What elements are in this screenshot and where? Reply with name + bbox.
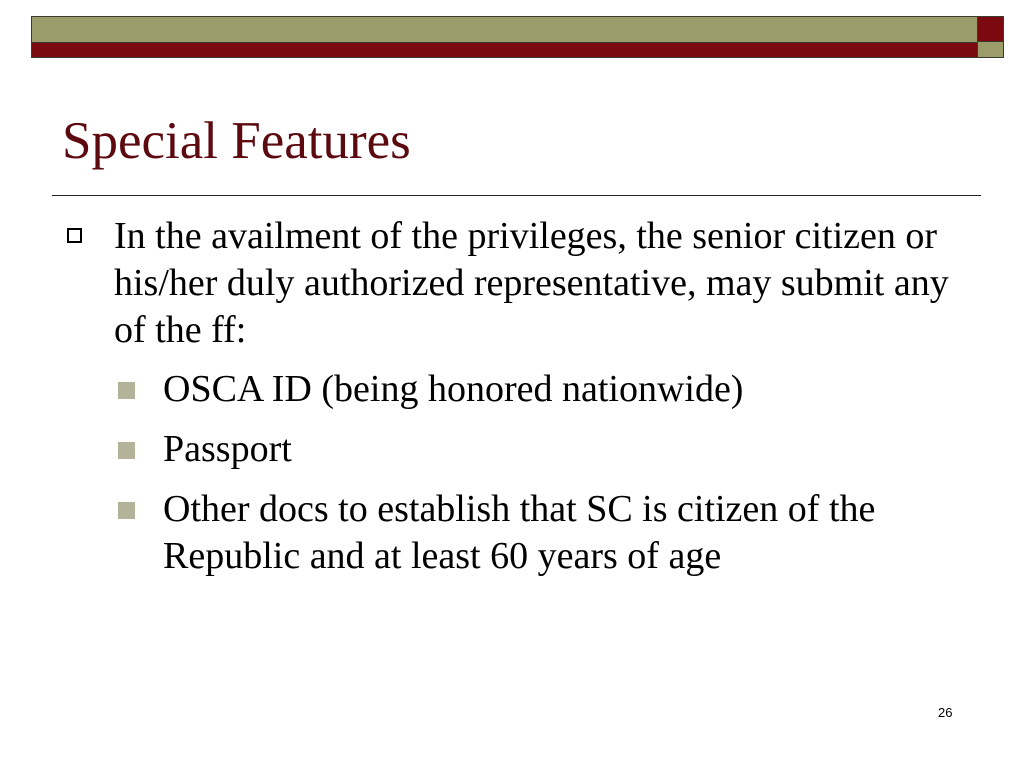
sub-bullet-text: Passport: [163, 428, 292, 470]
slide-title: Special Features: [62, 112, 411, 170]
filled-square-bullet-icon: [118, 382, 135, 399]
filled-square-bullet-icon: [118, 442, 135, 459]
header-corner-maroon-block: [977, 16, 1004, 42]
sub-bullet-text: Other docs to establish that SC is citizen of the Republic and at least 60 years of age: [163, 488, 876, 577]
hollow-square-bullet-icon: [67, 228, 82, 243]
bullet-item: [64, 213, 964, 354]
sub-bullet-item: [64, 366, 964, 413]
sub-bullet-text: OSCA ID (being honored nationwide): [163, 368, 744, 410]
sub-bullet-list: [64, 366, 964, 580]
header-maroon-band: [32, 43, 977, 58]
header-olive-band: [32, 17, 977, 43]
header-corner-olive-block: [977, 41, 1004, 58]
title-divider: [52, 195, 981, 196]
filled-square-bullet-icon: [118, 502, 135, 519]
sub-bullet-item: [64, 486, 964, 580]
sub-bullet-item: [64, 426, 964, 473]
slide-body: [64, 213, 964, 593]
slide-number: 26: [938, 705, 953, 720]
header-decoration-bar: [31, 16, 978, 58]
bullet-text: In the availment of the privileges, the senior citizen or his/her duly authorized representative, may submit any of the ff:: [114, 215, 949, 351]
